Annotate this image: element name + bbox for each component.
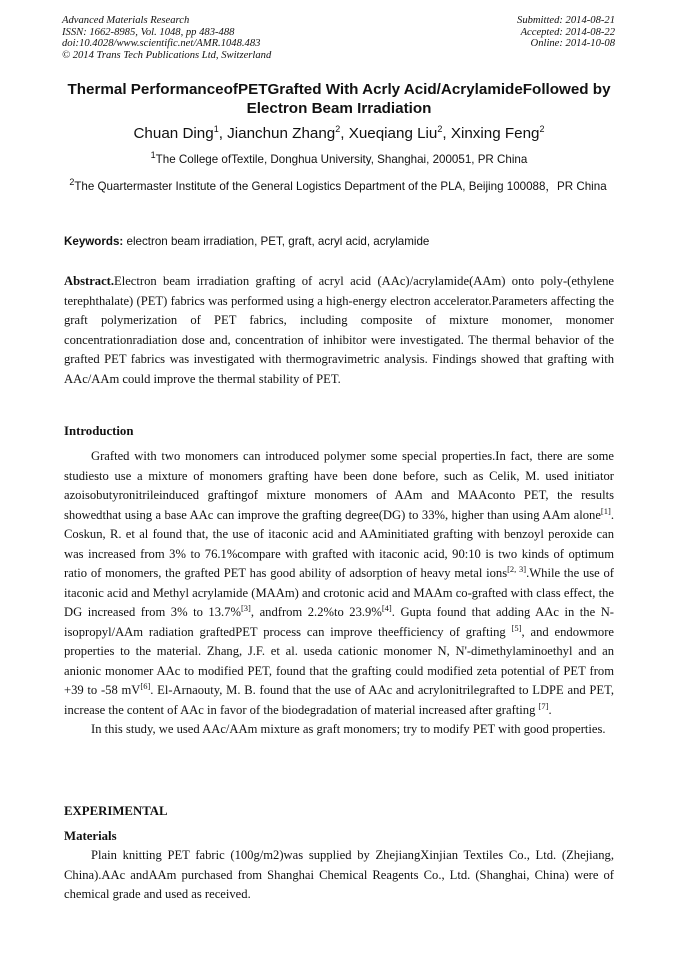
citation: [5] — [511, 622, 522, 633]
journal-header-left — [62, 15, 271, 61]
citation: [1] — [600, 505, 611, 516]
abstract-label: Abstract. — [64, 274, 115, 288]
keywords — [64, 233, 616, 250]
intro-paragraph-1 — [64, 447, 614, 720]
materials-body — [64, 846, 614, 905]
affiliation-1 — [60, 151, 618, 168]
affiliation-2 — [62, 176, 614, 197]
citation: [4] — [381, 602, 392, 613]
online-date: Online: 2014-10-08 — [530, 38, 615, 50]
affiliation-text: The College ofTextile, Donghua University, Shanghai, 200051, PR China — [155, 153, 528, 166]
author-name: Xinxing Feng — [450, 125, 540, 142]
author-name: Xueqiang Liu — [348, 125, 438, 142]
paragraph-text: . Gupta found that adding AAc in the N-isopropyl/AAm radiation graftedPET process can improve theefficiency of grafting — [64, 605, 614, 639]
keywords-text: electron beam irradiation, PET, graft, acryl acid, acrylamide — [123, 235, 430, 248]
author-affiliation-mark: 2 — [539, 123, 545, 134]
journal-name: Advanced Materials Research — [62, 15, 190, 26]
paragraph-text: Grafted with two monomers can introduced polymer some special properties.In fact, there are some studiesto use a mixture of monomers grafting have been done before, such as Celik, M. used initiator azoisobutyronitrileinduced graftingof mixture monomers of AAm and MAAconto PET, the results showedthat using a base AAc can improve the grafting degree(DG) to 33%, higher than using AAm alone — [64, 449, 614, 522]
citation: [2, 3] — [507, 563, 527, 574]
citation: [6] — [140, 680, 151, 691]
submitted-date: Submitted: 2014-08-21 — [517, 15, 615, 26]
paragraph-text: . Coskun, R. et al found that, the use of itaconic acid and AAminitiated grafting with benzoyl peroxide can was increased from 3% to 76.1%compare with grafted with itaconic acid, 90:10 is two kinds of optimum ratio of monomers, the grafted PET has good ability of adsorption of heavy metal ions — [64, 507, 614, 580]
paper-title: Thermal PerformanceofPETGrafted With Acrly Acid/AcrylamideFollowed by Electron Beam Irradiation — [67, 81, 611, 117]
paragraph-text: , and endowmore properties to the material. Zhang, J.F. et al. useda cationic monomer N, N'-dimethylaminoethyl and an anionic monomer AAc to modified PET, found that the grafting could modified zeta potential of PET from +39 to -58 mV — [64, 624, 614, 697]
paragraph-text: . — [548, 702, 552, 717]
copyright-line: © 2014 Trans Tech Publications Ltd, Switzerland — [62, 49, 272, 61]
abstract — [64, 272, 614, 389]
keywords-label: Keywords: — [64, 235, 124, 248]
issn-line: ISSN: 1662-8985, Vol. 1048, pp 483-488 — [62, 26, 235, 38]
affiliation-text: The Quartermaster Institute of the General Logistics Department of the PLA, Beijing 100088，PR China — [74, 180, 607, 193]
doi-line: doi:10.4028/www.scientific.net/AMR.1048.483 — [62, 38, 261, 50]
experimental-heading: EXPERIMENTAL — [64, 804, 168, 818]
author-affiliation-mark: 2 — [335, 123, 341, 134]
materials-heading: Materials — [64, 829, 117, 843]
author-name: Jianchun Zhang — [227, 125, 336, 142]
affiliation-mark: 2 — [69, 177, 75, 188]
paragraph-text: .While the use of itaconic acid and Methyl acrylamide (MAAm) and crotonic acid and MAAm co-grafted with class effect, the DG increased from 3% to 13.7% — [64, 566, 614, 619]
intro-paragraph-2: In this study, we used AAc/AAm mixture as graft monomers; try to modify PET with good properties. — [91, 722, 606, 736]
affiliation-mark: 1 — [150, 150, 156, 161]
abstract-text: Electron beam irradiation grafting of acryl acid (AAc)/acrylamide(AAm) onto poly-(ethylene terephthalate) (PET) fabrics was performed using a high-energy electron accelerator.Parameters affecting the graft polymerization of PET fabrics, including composite of mixture monomer, monomer concentrationradiation dose and, concentration of inhibitor were investigated. The thermal behavior of the grafted PET fabrics was investigated with thermogravimetric analysis. Findings showed that grafting with AAc/AAm could improve the thermal stability of PET. — [64, 274, 614, 386]
author-affiliation-mark: 2 — [437, 123, 443, 134]
introduction-body — [64, 447, 614, 740]
author-affiliation-mark: 1 — [213, 123, 219, 134]
accepted-date: Accepted: 2014-08-22 — [520, 26, 615, 38]
paragraph-text: , andfrom 2.2%to 23.9% — [250, 605, 382, 619]
paragraph-text: . El-Arnaouty, M. B. found that the use of AAc and acrylonitrilegrafted to LDPE and PET, increase the content of AAc in favor of the biodegradation of material increased after grafting — [64, 683, 614, 717]
citation: [3] — [240, 602, 251, 613]
introduction-heading: Introduction — [64, 424, 134, 438]
citation: [7] — [538, 700, 549, 711]
author-name: Chuan Ding — [133, 125, 214, 142]
journal-header-right — [517, 15, 615, 50]
materials-paragraph: Plain knitting PET fabric (100g/m2)was supplied by ZhejiangXinjian Textiles Co., Ltd. (Zhejiang, China).AAc andAAm purchased from Shanghai Chemical Reagents Co., Ltd. (Shanghai, China) were of chemical grade and used as received. — [64, 848, 614, 901]
author-list: Chuan Ding$^1$, Jianchun Zhang$^2$, Xueqiang Liu$^2$, Xinxing Feng$^2$ — [133, 123, 545, 142]
